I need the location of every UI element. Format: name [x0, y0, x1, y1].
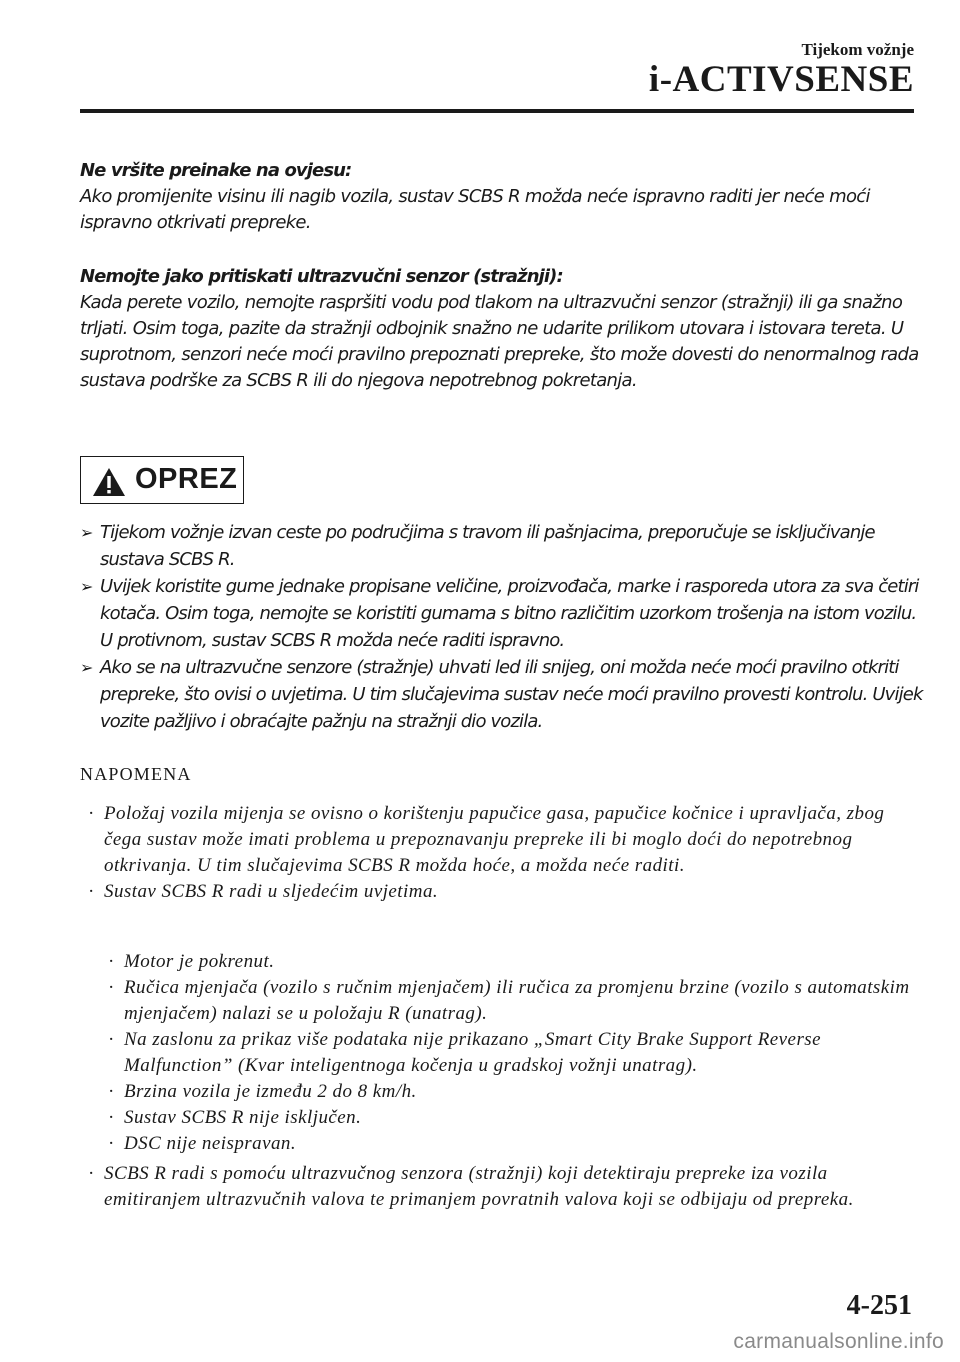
suspension-body: Ako promijenite visinu ili nagib vozila, sustav SCBS R možda neće ispravno raditi jer neće moći ispravno otkrivati prepreke. — [80, 186, 870, 233]
caution-list — [80, 519, 925, 735]
sensor-block — [80, 264, 920, 394]
condition-item — [100, 1027, 910, 1079]
warning-triangle-icon — [91, 466, 127, 498]
dot-bullet-icon: · — [108, 1081, 115, 1102]
note-item — [80, 1161, 910, 1213]
dot-bullet-icon: · — [108, 951, 115, 972]
watermark-link[interactable]: carmanualsonline.info — [733, 1330, 944, 1353]
condition-item — [100, 1079, 910, 1105]
suspension-block — [80, 158, 920, 236]
condition-item — [100, 975, 910, 1027]
condition-item-text: DSC nije neispravan. — [124, 1133, 297, 1154]
note-item-text: Položaj vozila mijenja se ovisno o korištenju papučice gasa, papučice kočnice i upravljača, zbog čega sustav može imati problema u prepoznavanju prepreke ili bi moglo doći do nepotrebnog otkrivanja. U tim slučajevima SCBS R možda hoće, a možda neće raditi. — [104, 803, 885, 876]
caution-box — [80, 456, 244, 504]
caution-item — [80, 519, 925, 573]
note-item-text: SCBS R radi s pomoću ultrazvučnog senzora (stražnji) koji detektiraju prepreke iza vozila emitiranjem ultrazvučnih valova te primanjem povratnih valova koji se odbijaju od prepreka. — [104, 1163, 854, 1210]
arrow-bullet-icon: ➢ — [80, 577, 93, 596]
note-item — [80, 879, 910, 905]
dot-bullet-icon: · — [88, 803, 95, 824]
note-list — [80, 801, 910, 905]
sensor-body: Kada perete vozilo, nemojte raspršiti vodu pod tlakom na ultrazvučni senzor (stražnji) ili ga snažno trljati. Osim toga, pazite da stražnji odbojnik snažno ne udarite prilikom utovara i istovara tereta. U suprotnom, senzori neće moći pravilno prepoznati prepreke, što može dovesti do nenormalnog rada sustava podrške za SCBS R ili do njegova nepotrebnog pokretanja. — [80, 292, 919, 391]
conditions-list — [100, 949, 910, 1157]
note-item — [80, 801, 910, 879]
caution-item — [80, 654, 925, 735]
condition-item-text: Sustav SCBS R nije isključen. — [124, 1107, 362, 1128]
final-note-list — [80, 1161, 910, 1213]
header-section: Tijekom vožnje — [801, 40, 914, 59]
condition-item — [100, 949, 910, 975]
caution-label: OPREZ — [135, 463, 238, 495]
condition-item-text: Ručica mjenjača (vozilo s ručnim mjenjačem) ili ručica za promjenu brzine (vozilo s automatskim mjenjačem) nalazi se u položaju R (unatrag). — [124, 977, 910, 1024]
caution-item-text: Uvijek koristite gume jednake propisane veličine, proizvođača, marke i rasporeda utora za sva četiri kotača. Osim toga, nemojte se koristiti gumama s bitno različitim uzorkom trošenja na istom vozilu. U protivnom, sustav SCBS R možda neće raditi ispravno. — [100, 576, 919, 651]
header-chapter-title: i-ACTIVSENSE — [648, 59, 914, 100]
arrow-bullet-icon: ➢ — [80, 523, 93, 542]
condition-item-text: Na zaslonu za prikaz više podataka nije prikazano „Smart City Brake Support Reverse Malfunction” (Kvar inteligentnoga kočenja u gradskoj vožnji unatrag). — [124, 1029, 822, 1076]
header-rule — [80, 109, 914, 113]
dot-bullet-icon: · — [88, 1163, 95, 1184]
dot-bullet-icon: · — [108, 977, 115, 998]
caution-item — [80, 573, 925, 654]
page-number: 4-251 — [846, 1290, 912, 1321]
sensor-heading: Nemojte jako pritiskati ultrazvučni senzor (stražnji): — [80, 266, 563, 287]
dot-bullet-icon: · — [108, 1133, 115, 1154]
condition-item-text: Motor je pokrenut. — [124, 951, 275, 972]
condition-item — [100, 1105, 910, 1131]
note-title: NAPOMENA — [80, 764, 192, 784]
condition-item-text: Brzina vozila je između 2 do 8 km/h. — [124, 1081, 417, 1102]
caution-item-text: Tijekom vožnje izvan ceste po područjima s travom ili pašnjacima, preporučuje se isključivanje sustava SCBS R. — [100, 522, 875, 570]
dot-bullet-icon: · — [88, 881, 95, 902]
note-item-text: Sustav SCBS R radi u sljedećim uvjetima. — [104, 881, 439, 902]
suspension-heading: Ne vršite preinake na ovjesu: — [80, 160, 352, 181]
dot-bullet-icon: · — [108, 1107, 115, 1128]
caution-item-text: Ako se na ultrazvučne senzore (stražnje) uhvati led ili snijeg, oni možda neće moći pravilno otkriti prepreke, što ovisi o uvjetima. U tim slučajevima sustav neće moći pravilno provesti kontrolu. Uvijek vozite pažljivo i obraćajte pažnju na stražnji dio vozila. — [100, 657, 923, 732]
condition-item — [100, 1131, 910, 1157]
dot-bullet-icon: · — [108, 1029, 115, 1050]
arrow-bullet-icon: ➢ — [80, 658, 93, 677]
